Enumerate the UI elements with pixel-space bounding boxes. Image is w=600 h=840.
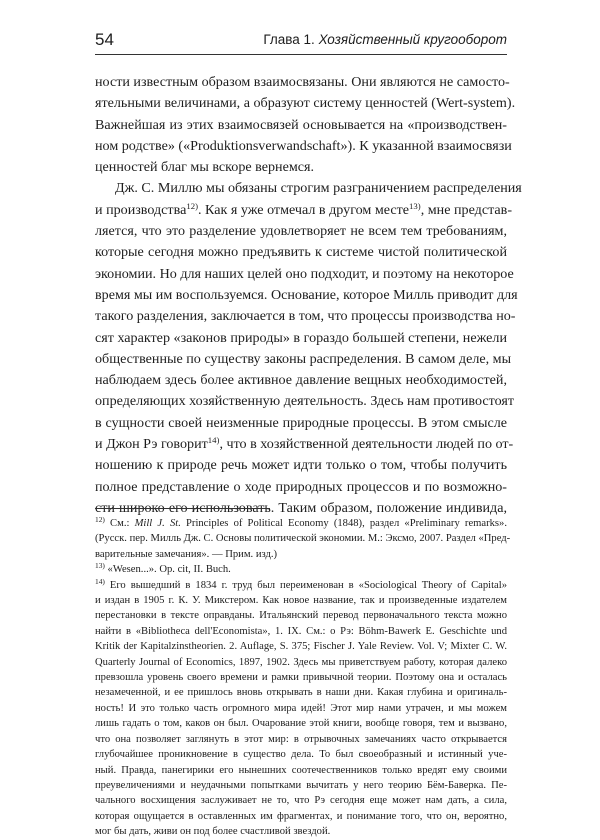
body-line [95, 115, 507, 136]
footnote-reference: 13) [409, 200, 421, 211]
body-text: ляется, что это разделение удовлетворяет не всем тем требованиям, [95, 223, 507, 240]
footnote-text: чального восхищения заслуживает не то, что Рэ сегодня еще может нам дать, а сила, [95, 795, 507, 807]
body-text: сят характер «законов природы» в гораздо большей степени, нежели [95, 329, 507, 346]
body-text: определяющих хозяйственную деятельность. Здесь нам противостоят [95, 393, 515, 410]
body-text: ности известным образом взаимосвязаны. Они являются не самосто- [95, 74, 510, 90]
body-text: Дж. С. Миллю мы обязаны строгим разграничением распределения [115, 180, 522, 197]
author-name: Mill J. St. [134, 518, 181, 529]
footnote-text: найти в «Bibliotheca dell'Economista», 1. IX. См.: о Рэ: Böhm-Bawerk E. Geschichte und [95, 625, 507, 637]
body-text: , мне представ- [420, 201, 513, 218]
body-line [95, 455, 507, 476]
body-text: , что в хозяйственной деятельности людей по от- [219, 436, 514, 453]
footnote-marker: 12) [95, 514, 105, 524]
footnote-line [95, 716, 507, 731]
body-line [95, 178, 522, 199]
body-line [95, 349, 512, 370]
footnote-line [95, 685, 507, 700]
footnotes [95, 514, 511, 840]
header-rule [95, 54, 507, 55]
footnote-reference: 12) [186, 200, 198, 211]
footnote-reference: 14) [207, 435, 220, 446]
body-text: ном родстве» («Produktionsverwandschaft»). К указанной взаимосвязи [95, 137, 512, 154]
footnote-marker: 14) [95, 576, 105, 586]
footnote-line [95, 701, 507, 716]
body-line [95, 221, 507, 242]
footnote-text: глубочайшее проникновение в существо дела. То был своеобразный и истинный уче- [95, 749, 507, 761]
footnote-line [95, 655, 507, 670]
footnote-text: Quarterly Journal of Economics, 1897, 1902. Здесь мы приветствуем работу, которая далеко [95, 656, 507, 668]
footnote-text: Kritik der Kapitalzinstheorien. 2. Auflage, S. 375; Fischer J. Yale Review. Vol. V; Mixter C. W. [95, 641, 507, 653]
body-line [95, 328, 507, 349]
body-line [95, 264, 514, 285]
footnote-text: которая ощущается в оставленных им фрагментах, и понимание того, что он, вероятно, [95, 810, 507, 822]
body-line [95, 413, 507, 434]
footnote-marker: 13) [95, 561, 105, 571]
footnote-text: (Русск. пер. Милль Дж. С. Основы политической экономии. М.: Эксмо, 2007. Раздел «Пред- [95, 533, 511, 545]
running-header [95, 30, 507, 56]
footnote-text: превзошла уровень своего времени и рамки привычной теории. Поэтому она и осталась [95, 672, 507, 684]
body-line [95, 242, 507, 263]
body-line [95, 93, 516, 114]
footnote-line [95, 578, 507, 593]
footnote-line [95, 531, 511, 546]
body-line [95, 200, 513, 221]
body-line [95, 136, 512, 157]
footnote-text: См.: [104, 518, 135, 529]
body-line [95, 477, 507, 498]
footnote-line [95, 778, 507, 793]
chapter-label: Глава 1. [263, 32, 315, 47]
footnote-line [95, 562, 507, 577]
footnote-line [95, 824, 507, 839]
body-line [95, 306, 516, 327]
body-text: общественные по существу законы распределения. В самом деле, мы [95, 350, 512, 367]
body-line [95, 391, 515, 412]
footnote-text: и издан в 1905 г. К. У. Микстером. Как новое название, так и произведенные издателем [95, 595, 507, 607]
body-text: в сущности своей неизменные природные процессы. В этом смысле [95, 414, 507, 431]
footnote-line [95, 763, 507, 778]
body-line [95, 370, 507, 391]
footnote-text: перестановки в тексте оправданы. Итальянский перевод первоначального текста можно [95, 610, 507, 622]
footnote-text: варительные замечания». — Прим. изд.) [95, 548, 278, 560]
footnote-line [95, 809, 507, 824]
footnote-text: Principles of Political Economy (1848), раздел «Preliminary remarks». [180, 518, 507, 529]
main-text [95, 72, 522, 519]
body-line [95, 285, 518, 306]
footnote-line [95, 747, 507, 762]
footnote-line [95, 516, 507, 531]
footnote-line [95, 608, 507, 623]
footnote-line [95, 732, 507, 747]
footnote-line [95, 547, 507, 562]
footnote-text: ность! И это только часть огромного мира идей! Этот мир нами утрачен, и мы можем [95, 702, 507, 714]
footnote-line [95, 624, 507, 639]
body-text: время мы им воспользуемся. Основание, которое Милль приводит для [95, 286, 518, 303]
footnote-text: мог бы дать, живи он под более счастливой звездой. [95, 826, 331, 838]
body-line [95, 72, 510, 93]
body-text: такого разделения, заключается в том, что процессы производства но- [95, 308, 516, 325]
footnote-line [95, 793, 507, 808]
body-text: . Как я уже отмечал в другом месте [197, 201, 410, 218]
running-head [263, 32, 507, 47]
footnote-text: что она позволяет заглянуть в этот мир: в отрывочных замечаниях часто открывается [95, 733, 507, 745]
body-line [95, 434, 514, 455]
body-text: и производства [95, 201, 187, 218]
footnote-text: Его вышедший в 1834 г. труд был переименован в «Sociological Theory of Capital» [104, 579, 507, 591]
chapter-title: Хозяйственный кругооборот [318, 32, 507, 47]
footnote-line [95, 639, 507, 654]
body-line [95, 157, 507, 178]
body-text: экономии. Но для наших целей оно подходит, и поэтому на некоторое [95, 265, 514, 282]
footnote-separator [95, 508, 270, 509]
footnote-line [95, 670, 507, 685]
body-text: Важнейшая из этих взаимосвязей основывается на «производствен- [95, 116, 507, 133]
body-text: ценностей благ мы вскоре вернемся. [95, 159, 315, 176]
body-text: которые сегодня можно предъявить к системе чистой политической [95, 244, 507, 261]
footnote-text: лишь гадать о том, каков он был. Очарование этой книги, вообще говоря, тем и вызвано, [95, 718, 507, 730]
footnote-text: «Wesen...». Op. cit, II. Buch. [104, 564, 231, 576]
footnote-text: преувеличениями и неудачными попытками вычитать у него теорию Бём-Баверка. Пе- [95, 779, 507, 791]
body-text: наблюдаем здесь более активное давление вещных необходимостей, [95, 372, 507, 389]
page-number: 54 [95, 30, 114, 49]
body-text: и Джон Рэ говорит [95, 436, 208, 453]
body-text: сти широко его использовать. Таким образом, положение индивида, [95, 499, 507, 516]
footnote-text: ный. Правда, панегирики его нынешних соотечественников только вредят ему своими [95, 764, 507, 776]
footnote-text: незамеченной, и ее пришлось вновь открывать в наши дни. Какая глубина и оригиналь- [95, 687, 507, 699]
footnote-line [95, 593, 507, 608]
body-text: ношению к природе речь может идти только о том, чтобы получить [95, 457, 507, 474]
body-text: ятельными величинами, а образуют систему ценностей (Wert-system). [95, 95, 516, 112]
body-text: полное представление о ходе природных процессов и по возможно- [95, 478, 507, 495]
